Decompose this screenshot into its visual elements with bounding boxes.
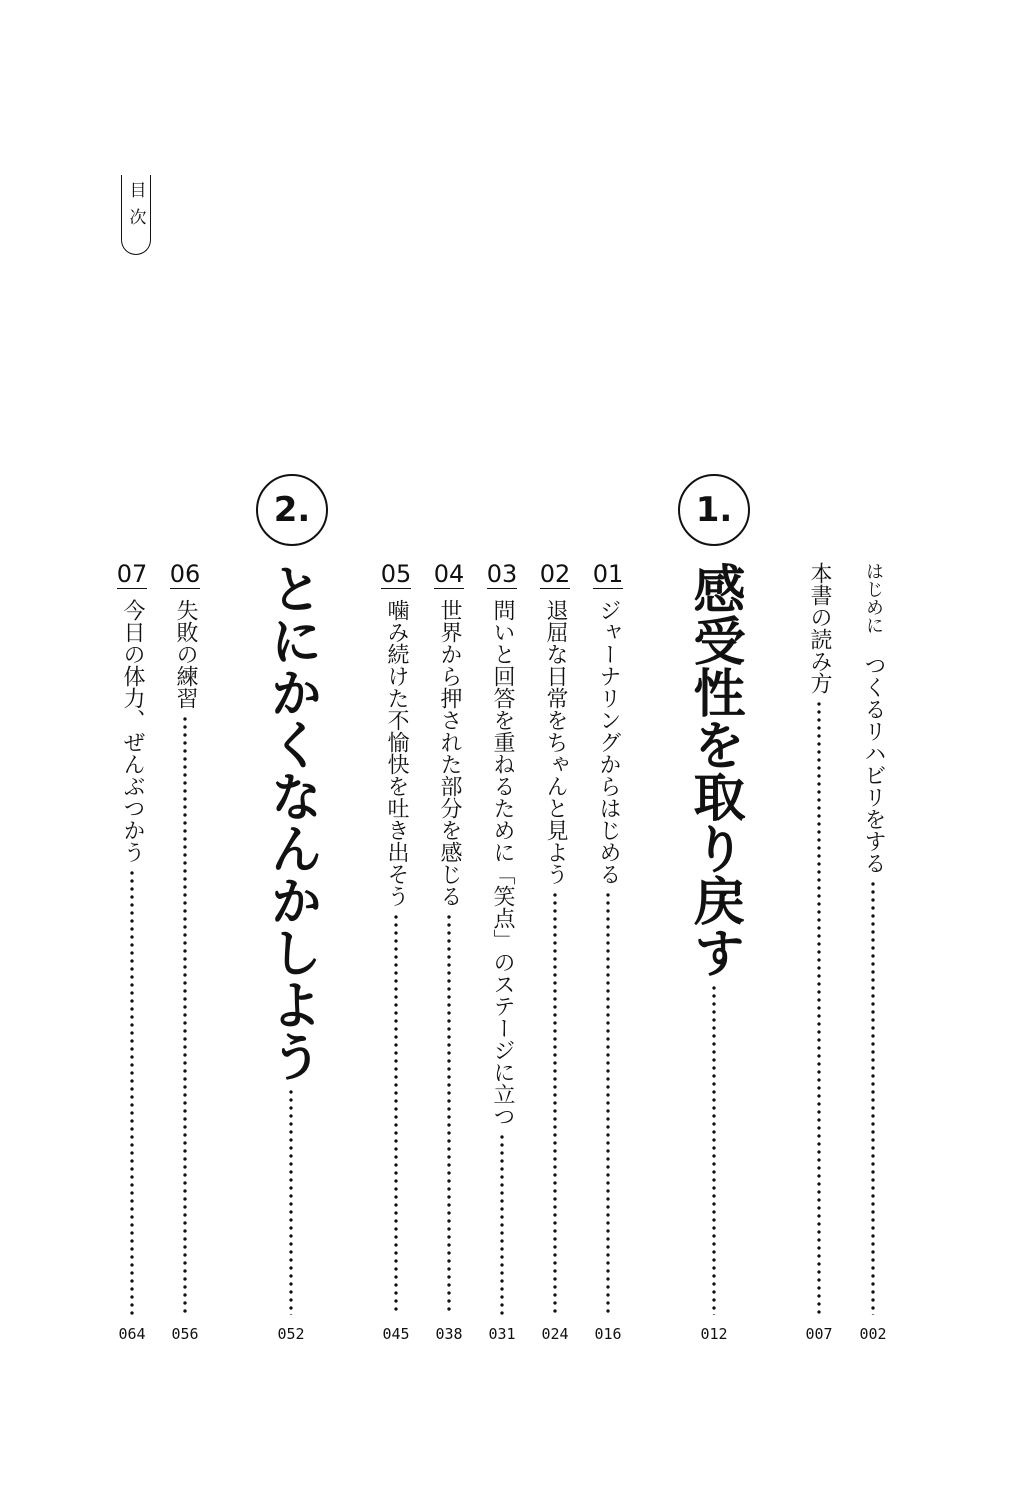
leader-dots (817, 700, 821, 1315)
section-title: 噛み続けた不愉快を吐き出そう (384, 599, 409, 907)
toc-label (121, 175, 151, 255)
page-number: 038 (435, 1325, 463, 1343)
section-title: 世界から押された部分を感じる (437, 599, 462, 907)
leader-dots (130, 869, 134, 1315)
section-number: 04 (433, 560, 465, 588)
part-number-circle: 2. (256, 474, 328, 546)
toc-entry-title: つくるリハビリをする (861, 654, 886, 874)
section-title: ジャーナリングからはじめる (596, 599, 621, 885)
toc-section-01[interactable] (590, 562, 626, 1342)
section-title: 問いと回答を重ねるために「笑点」のステージに立つ (490, 599, 515, 1127)
leader-dots (394, 913, 398, 1315)
section-title: 失敗の練習 (173, 599, 198, 709)
section-number: 07 (116, 560, 148, 588)
section-title: 今日の体力、ぜんぶつかう (120, 599, 145, 863)
page-number: 002 (859, 1325, 887, 1343)
toc-section-07[interactable] (114, 562, 150, 1342)
section-number: 06 (169, 560, 201, 588)
section-number: 01 (592, 560, 624, 588)
page-number: 024 (541, 1325, 569, 1343)
toc-section-06[interactable] (167, 562, 203, 1342)
page-number: 031 (488, 1325, 516, 1343)
toc-entry-intro[interactable] (858, 562, 888, 1342)
toc-section-03[interactable] (484, 562, 520, 1342)
part-number-circle: 1. (678, 474, 750, 546)
section-number: 05 (380, 560, 412, 588)
leader-dots (871, 880, 875, 1315)
toc-section-02[interactable] (537, 562, 573, 1342)
toc-part-1[interactable] (683, 562, 745, 1342)
page-number: 064 (118, 1325, 146, 1343)
toc-label-text: 目次 (125, 181, 146, 235)
leader-dots (553, 891, 557, 1315)
toc-entry-title: 本書の読み方 (807, 562, 832, 694)
toc-entry-lead: はじめに (863, 562, 884, 634)
page-number: 012 (700, 1325, 728, 1343)
page-number: 056 (171, 1325, 199, 1343)
section-number: 03 (486, 560, 518, 588)
page-number: 052 (277, 1325, 305, 1343)
toc-part-2[interactable] (260, 562, 322, 1342)
part-title: とにかくなんかしよう (261, 562, 321, 1082)
page-number: 045 (382, 1325, 410, 1343)
leader-dots (183, 715, 187, 1315)
toc-entry-how-to-read[interactable] (804, 562, 834, 1342)
section-number: 02 (539, 560, 571, 588)
page-number: 007 (805, 1325, 833, 1343)
toc-section-04[interactable] (431, 562, 467, 1342)
page-number: 016 (594, 1325, 622, 1343)
leader-dots (712, 984, 716, 1315)
part-title: 感受性を取り戻す (684, 562, 744, 978)
leader-dots (447, 913, 451, 1315)
leader-dots (289, 1088, 293, 1315)
leader-dots (500, 1133, 504, 1315)
section-title: 退屈な日常をちゃんと見よう (543, 599, 568, 885)
toc-section-05[interactable] (378, 562, 414, 1342)
leader-dots (606, 891, 610, 1315)
